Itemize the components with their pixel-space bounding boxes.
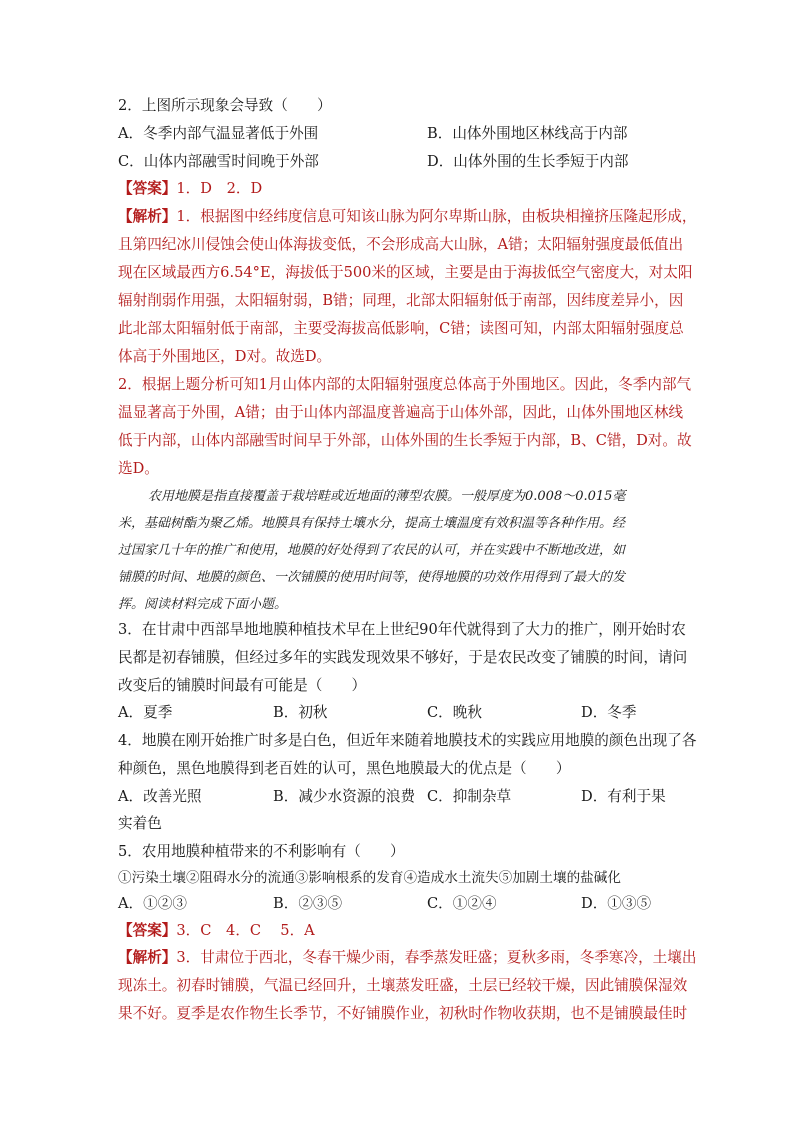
analysis-line: 且第四纪冰川侵蚀会使山体海拔变低，不会形成高大山脉，A错；太阳辐射强度最低值出: [118, 236, 684, 253]
analysis-line: 温显著高于外围，A错；由于山体内部温度普遍高于山体外部，因此，山体外围地区林线: [118, 404, 684, 421]
analysis-tag: 【解析】: [118, 208, 177, 225]
analysis-tag: 【解析】: [118, 949, 177, 966]
q4-stem-line: 种颜色，黑色地膜得到老百姓的认可，黑色地膜最大的优点是（ ）: [118, 760, 571, 777]
answer-text: 1．D 2．D: [176, 180, 263, 197]
q3-stem-line: 民都是初春铺膜，但经过多年的实践发现效果不够好，于是农民改变了铺膜的时间，请问: [118, 649, 688, 666]
answer-text: 3．C 4．C 5．A: [176, 922, 315, 939]
q4-option-d: D．有利于果: [581, 788, 666, 805]
material-line: 过国家几十年的推广和使用，地膜的好处得到了农民的认可，并在实践中不断地改进，如: [118, 543, 626, 558]
analysis-line: 2．根据上题分析可知1月山体内部的太阳辐射强度总体高于外围地区。因此，冬季内部气: [118, 376, 692, 393]
answer-block-2: [118, 921, 315, 941]
analysis-line: 辐射削弱作用强，太阳辐射弱，B错；同理，北部太阳辐射低于南部，因纬度差异小，因: [118, 292, 684, 309]
q2-option-c: C．山体内部融雪时间晚于外部: [118, 153, 319, 170]
analysis-line: 现在区域最西方6.54°E，海拔低于500米的区域，主要是由于海拔低空气密度大，对太阳: [118, 264, 693, 281]
q2-option-b: B．山体外围地区林线高于内部: [427, 125, 628, 142]
answer-block-1: [118, 179, 262, 199]
answer-tag: 【答案】: [118, 180, 177, 197]
material-line: 米，基础树酯为聚乙烯。地膜具有保持土壤水分，提高土壤温度有效积温等各种作用。经: [118, 516, 626, 531]
q3-option-b: B．初秋: [273, 704, 328, 721]
q4-option-a: A．改善光照: [118, 788, 202, 805]
q4-option-b: B．减少水资源的浪费: [273, 788, 416, 805]
q3-option-c: C．晚秋: [427, 704, 482, 721]
q2-stem: 2．上图所示现象会导致（ ）: [118, 97, 332, 114]
analysis-line: 果不好。夏季是农作物生长季节，不好铺膜作业，初秋时作物收获期，也不是铺膜最佳时: [118, 1005, 688, 1022]
q5-stem: 5．农用地膜种植带来的不利影响有（ ）: [118, 843, 405, 860]
q3-option-d: D．冬季: [581, 704, 637, 721]
q4-option-d-cont: 实着色: [118, 815, 162, 832]
material-line: 农用地膜是指直接覆盖于栽培畦或近地面的薄型农膜。一般厚度为0.008～0.015毫: [148, 489, 626, 504]
q2-option-a: A．冬季内部气温显著低于外围: [118, 125, 319, 142]
q2-option-d: D．山体外围的生长季短于内部: [427, 153, 629, 170]
q3-stem-line: 改变后的铺膜时间最有可能是（ ）: [118, 677, 367, 694]
analysis-line: 【解析】1．根据图中经纬度信息可知该山脉为阿尔卑斯山脉，由板块相撞挤压隆起形成，: [118, 208, 697, 225]
material-line: 挥。阅读材料完成下面小题。: [118, 597, 288, 612]
answer-tag: 【答案】: [118, 922, 177, 939]
analysis-line: 此北部太阳辐射低于南部，主要受海拔高低影响，C错；读图可知，内部太阳辐射强度总: [118, 320, 684, 337]
q3-option-a: A．夏季: [118, 704, 173, 721]
q4-option-c: C．抑制杂草: [427, 788, 512, 805]
q5-option-c: C．①②④: [427, 895, 497, 912]
q5-option-a: A．①②③: [118, 895, 187, 912]
q5-option-d: D．①③⑤: [581, 895, 652, 912]
q5-items: ①污染土壤②阻碍水分的流通③影响根系的发育④造成水土流失⑤加剧土壤的盐碱化: [118, 870, 621, 886]
q4-stem-line: 4．地膜在刚开始推广时多是白色，但近年来随着地膜技术的实践应用地膜的颜色出现了各: [118, 732, 697, 749]
q5-option-b: B．②③⑤: [273, 895, 343, 912]
analysis-line: 选D。: [118, 460, 159, 477]
analysis-line: 【解析】3．甘肃位于西北，冬春干燥少雨，春季蒸发旺盛；夏秋多雨，冬季寒冷，土壤出: [118, 949, 697, 966]
analysis-line: 体高于外围地区，D对。故选D。: [118, 348, 332, 365]
material-line: 铺膜的时间、地膜的颜色、一次铺膜的使用时间等，使得地膜的功效作用得到了最大的发: [118, 570, 626, 585]
analysis-line: 低于内部，山体内部融雪时间早于外部，山体外围的生长季短于内部，B、C错，D对。故: [118, 432, 692, 449]
analysis-line: 现冻土。初春时铺膜，气温已经回升，土壤蒸发旺盛，土层已经较干燥，因此铺膜保湿效: [118, 977, 688, 994]
q3-stem-line: 3．在甘肃中西部旱地地膜种植技术早在上世纪90年代就得到了大力的推广，刚开始时农: [118, 621, 686, 638]
